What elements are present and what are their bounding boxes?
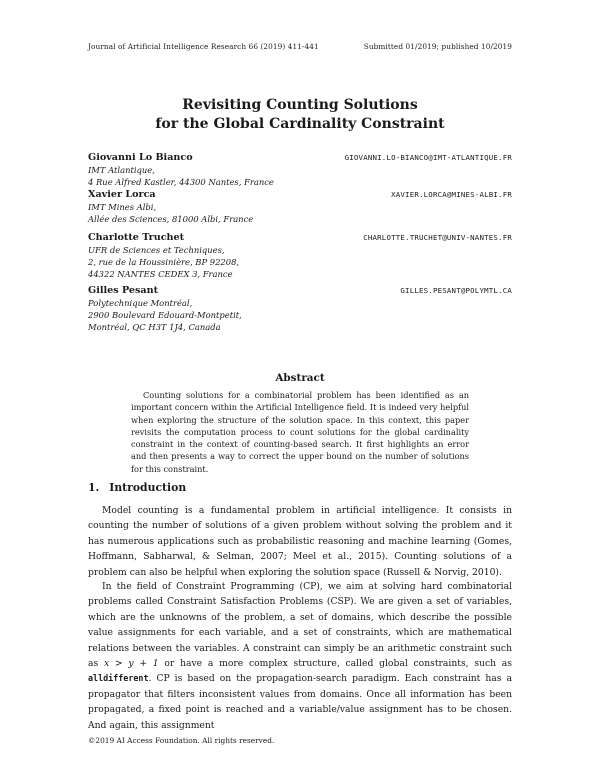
author-block bbox=[88, 189, 512, 225]
abstract-text: Counting solutions for a combinatorial problem has been identified as an important concern within the Artificial Intelligence field. It is indeed very helpful when exploring the structure of the solution space. In this context, this paper revisits the computation process to count solutions for the global cardinality constraint in the context of counting-based search. It first highlights an error and then presents a way to correct the upper bound on the number of solutions for this constraint. bbox=[131, 390, 469, 474]
author-address-line: IMT Mines Albi, bbox=[88, 202, 157, 212]
author-address-line: 2, rue de la Houssinière, BP 92208, bbox=[88, 257, 240, 267]
author-name: Charlotte Truchet bbox=[88, 232, 185, 243]
author-name: Gilles Pesant bbox=[88, 285, 159, 296]
running-head bbox=[88, 42, 512, 51]
author-name: Giovanni Lo Bianco bbox=[88, 152, 193, 163]
body-paragraph: Model counting is a fundamental problem in artificial intelligence. It consists in counting the number of solutions of a given problem without solving the problem and it has numerous applications such as probabilistic reasoning and machine learning (Gomes, Hoffmann, Sabharwal, & Selman, 2007; Meel et al., 2015). Counting solutions of a problem can also be helpful when exploring the solution space (Russell & Norvig, 2010). bbox=[88, 505, 512, 578]
abstract-heading: Abstract bbox=[275, 372, 325, 384]
author-address-line: 44322 NANTES CEDEX 3, France bbox=[88, 269, 233, 279]
section-heading bbox=[88, 481, 186, 494]
author-address-line: Montréal, QC H3T 1J4, Canada bbox=[88, 322, 221, 332]
paragraph-text: . CP is based on the propagation-search paradigm. Each constraint has a propagator that filters inconsistent values from domains. Once all information has been propagated, a fixed point is reached and a variable/value assignment has to be chosen. And again, this assignment bbox=[88, 673, 512, 731]
author-block bbox=[88, 152, 512, 188]
title-line-2: for the Global Cardinality Constraint bbox=[155, 116, 445, 132]
author-block bbox=[88, 285, 512, 333]
journal-citation: Journal of Artificial Intelligence Research 66 (2019) 411-441 bbox=[88, 42, 319, 51]
title-line-1: Revisiting Counting Solutions bbox=[182, 97, 418, 113]
section-number: 1. bbox=[88, 481, 100, 494]
paragraph-text: or have a more complex structure, called global constraints, such as bbox=[158, 658, 512, 670]
author-address-line: 4 Rue Alfred Kastler, 44300 Nantes, France bbox=[88, 177, 274, 187]
author-name: Xavier Lorca bbox=[88, 189, 156, 200]
author-address-line: Polytechnique Montréal, bbox=[88, 298, 193, 308]
author-email: GIOVANNI.LO-BIANCO@IMT-ATLANTIQUE.FR bbox=[344, 153, 512, 162]
body-paragraph bbox=[88, 579, 512, 733]
author-email: CHARLOTTE.TRUCHET@UNIV-NANTES.FR bbox=[363, 233, 512, 242]
author-block bbox=[88, 232, 512, 280]
author-address-line: Allée des Sciences, 81000 Albi, France bbox=[88, 214, 254, 224]
paper-title bbox=[88, 96, 512, 134]
author-email: XAVIER.LORCA@MINES-ALBI.FR bbox=[391, 190, 512, 199]
author-address-line: IMT Atlantique, bbox=[88, 165, 155, 175]
inline-math: x > y + 1 bbox=[103, 658, 159, 670]
paragraph-text: In the field of Constraint Programming (CP), we aim at solving hard combinatorial problems called Constraint Satisfaction Problems (CSP). We are given a set of variables, which are the unknowns of the problem, a set of domains, which describe the possible value assignments for each variable, and a set of constraints, which are mathematical relations between the variables. A constraint can simply be an arithmetic constraint such as bbox=[88, 581, 512, 670]
copyright-notice: ©2019 AI Access Foundation. All rights reserved. bbox=[88, 736, 275, 745]
inline-code: alldifferent bbox=[88, 673, 149, 684]
submission-dates: Submitted 01/2019; published 10/2019 bbox=[363, 42, 512, 51]
author-email: GILLES.PESANT@POLYMTL.CA bbox=[400, 286, 512, 295]
author-address-line: 2900 Boulevard Edouard-Montpetit, bbox=[88, 310, 242, 320]
section-title: Introduction bbox=[109, 481, 187, 494]
author-address-line: UFR de Sciences et Techniques, bbox=[88, 245, 225, 255]
